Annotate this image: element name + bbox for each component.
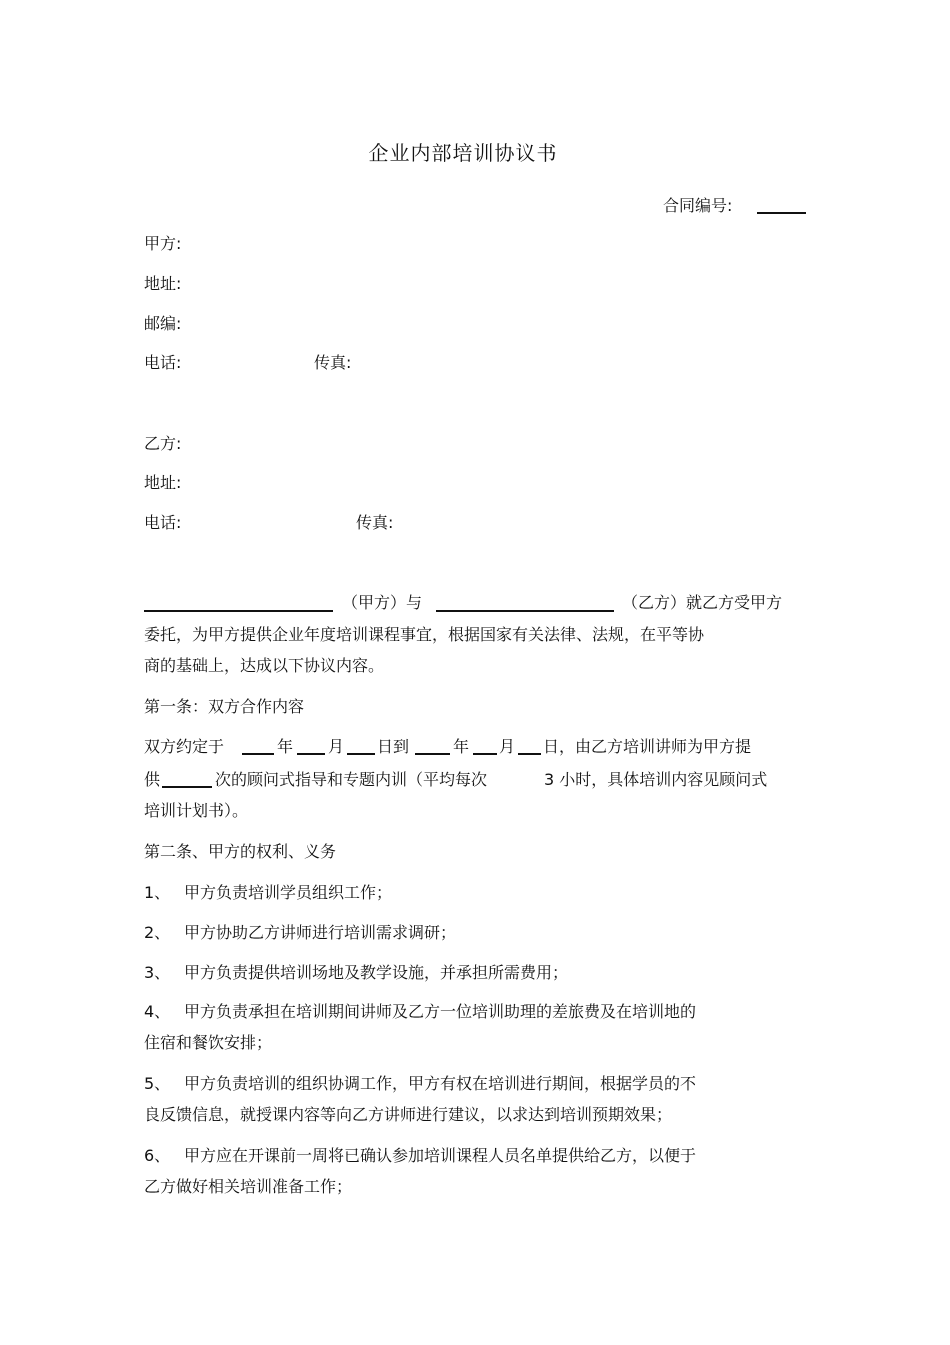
party-b-name-blank <box>436 610 614 612</box>
start-day-to: 日到 <box>377 737 410 756</box>
start-month-blank <box>297 753 325 755</box>
article-2-item-5-text: 甲方负责培训的组织协调工作，甲方有权在培训进行期间，根据学员的不 <box>184 1074 697 1093</box>
end-month-unit: 月 <box>499 737 516 756</box>
article-2-item-2-number: 2、 <box>144 923 171 942</box>
end-year-blank <box>415 753 450 755</box>
article-2-item-5-number: 5、 <box>144 1074 171 1093</box>
article-2-item-4-number: 4、 <box>144 1002 171 1021</box>
article-2-item-3-number: 3、 <box>144 963 171 982</box>
contract-number-blank <box>757 212 806 214</box>
party-b-label: 乙方: <box>144 434 182 453</box>
party-b-fax-label: 传真: <box>356 513 394 532</box>
article-2-item-2-text: 甲方协助乙方讲师进行培训需求调研； <box>184 923 457 942</box>
article-2-item-6-text-cont: 乙方做好相关培训准备工作； <box>144 1177 353 1196</box>
article-2-item-3-text: 甲方负责提供培训场地及教学设施，并承担所需费用； <box>184 963 569 982</box>
document-title: 企业内部培训协议书 <box>368 141 558 165</box>
intro-party-a-tag: （甲方）与 <box>342 593 423 612</box>
intro-line-3: 商的基础上，达成以下协议内容。 <box>144 656 385 675</box>
party-a-postcode-label: 邮编: <box>144 314 182 333</box>
article-1-line2-prefix: 供 <box>144 770 161 789</box>
intro-line-2: 委托，为甲方提供企业年度培训课程事宜，根据国家有关法律、法规，在平等协 <box>144 625 705 644</box>
article-2-item-4-text: 甲方负责承担在培训期间讲师及乙方一位培训助理的差旅费及在培训地的 <box>184 1002 697 1021</box>
intro-party-b-tag: （乙方）就乙方受甲方 <box>622 593 783 612</box>
article-1-heading: 第一条：双方合作内容 <box>144 697 305 716</box>
article-2-item-6-text: 甲方应在开课前一周将已确认参加培训课程人员名单提供给乙方，以便于 <box>184 1146 697 1165</box>
start-day-blank <box>347 753 375 755</box>
article-2-heading: 第二条、甲方的权利、义务 <box>144 842 337 861</box>
party-b-address-label: 地址: <box>144 473 182 492</box>
article-1-line-3: 培训计划书）。 <box>144 801 249 820</box>
article-1-agree-text: 双方约定于 <box>144 737 225 756</box>
article-2-item-5-text-cont: 良反馈信息，就授课内容等向乙方讲师进行建议，以求达到培训预期效果； <box>144 1105 673 1124</box>
party-b-phone-label: 电话: <box>144 513 182 532</box>
article-2-item-6-number: 6、 <box>144 1146 171 1165</box>
end-year-unit: 年 <box>453 737 470 756</box>
contract-number-label: 合同编号: <box>663 196 733 215</box>
article-2-item-1-number: 1、 <box>144 883 171 902</box>
party-a-label: 甲方: <box>144 234 182 253</box>
start-month-unit: 月 <box>328 737 345 756</box>
end-day-blank <box>518 753 541 755</box>
article-2-item-1-text: 甲方负责培训学员组织工作； <box>184 883 393 902</box>
sessions-count-blank <box>162 786 212 788</box>
start-year-unit: 年 <box>277 737 294 756</box>
party-a-address-label: 地址: <box>144 274 182 293</box>
party-a-phone-label: 电话: <box>144 353 182 372</box>
party-a-name-blank <box>144 610 333 612</box>
party-a-fax-label: 传真: <box>314 353 352 372</box>
article-1-line2-text: 次的顾问式指导和专题内训（平均每次 <box>215 770 488 789</box>
start-year-blank <box>242 753 274 755</box>
article-1-line2-hours: 3 小时，具体培训内容见顾问式 <box>544 770 768 789</box>
end-day-text: 日，由乙方培训讲师为甲方提 <box>543 737 752 756</box>
end-month-blank <box>473 753 497 755</box>
article-2-item-4-text-cont: 住宿和餐饮安排； <box>144 1033 273 1052</box>
